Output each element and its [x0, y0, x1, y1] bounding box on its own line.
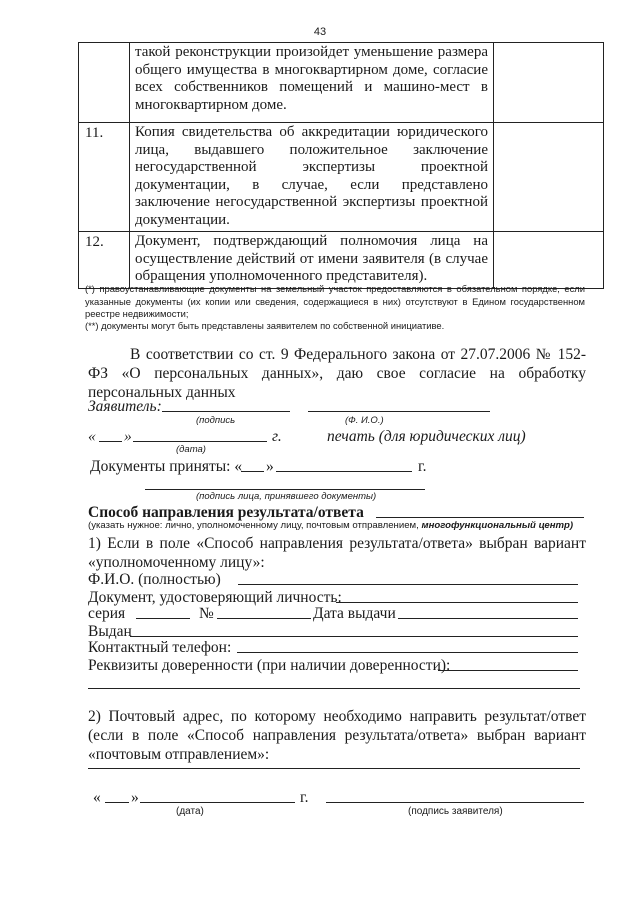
accepted-year-suffix: г. [418, 458, 427, 475]
accepted-day-line[interactable] [241, 471, 264, 472]
accepted-caption: (подпись лица, принявшего документы) [196, 491, 377, 502]
phone-label: Контактный телефон: [88, 639, 232, 656]
proxy-label: Реквизиты доверенности (при наличии доверенности): [88, 657, 451, 674]
series-label: серия [88, 605, 126, 622]
date-open-quote: « [88, 428, 96, 445]
row-blank-cell [494, 43, 604, 123]
row-number: 11. [79, 123, 130, 232]
delivery-method-line[interactable] [376, 517, 584, 518]
delivery-item-2: 2) Почтовый адрес, по которому необходимо направить результат/ответ (если в поле «Способ направления результата/ответа» выбран вариант «почтовым отправлением»: [88, 708, 586, 763]
issued-by-line[interactable] [130, 636, 578, 637]
row-blank-cell [494, 123, 604, 232]
bottom-year-suffix: г. [300, 789, 309, 806]
id-document-line[interactable] [336, 602, 578, 603]
row-number: 12. [79, 232, 130, 289]
applicant-signature-line[interactable] [162, 411, 290, 412]
delivery-title: Способ направления результата/ответа [88, 504, 364, 521]
series-line[interactable] [136, 618, 190, 619]
delivery-hint [88, 520, 573, 531]
bottom-date-caption: (дата) [176, 806, 204, 817]
stamp-text: печать (для юридических лиц) [327, 428, 526, 445]
postal-address-line[interactable] [88, 768, 580, 769]
accepted-signature-line[interactable] [145, 489, 425, 490]
row-text: Документ, подтверждающий полномочия лица на осуществление действий от имени заявителя (в случае обращения уполномоченного представителя). [130, 232, 494, 289]
bottom-signature-caption: (подпись заявителя) [408, 806, 503, 817]
year-suffix: г. [272, 428, 282, 445]
delivery-item-1: 1) Если в поле «Способ направления результата/ответа» выбран вариант «уполномоченному лицу»: [88, 535, 586, 571]
fio-caption: (Ф. И.О.) [345, 415, 384, 426]
page-number: 43 [313, 26, 327, 38]
fio-field-line[interactable] [238, 584, 578, 585]
row-blank-cell [494, 232, 604, 289]
proxy-line-2[interactable] [88, 688, 580, 689]
table-row [79, 43, 604, 123]
row-text: Копия свидетельства об аккредитации юридического лица, выдавшего положительное заключение негосударственной экспертизы проектной документации, в случае, если представлено заключение негосударственной экспертизы проектной документации. [130, 123, 494, 232]
row-number [79, 43, 130, 123]
number-label: № [199, 605, 214, 622]
issue-date-line[interactable] [398, 618, 578, 619]
bottom-month-line[interactable] [140, 802, 295, 803]
accepted-close-quote: » [266, 458, 274, 475]
bottom-date-open: « [93, 789, 101, 806]
delivery-hint-mfc: многофункциональный центр) [421, 520, 574, 531]
applicant-label: Заявитель: [88, 398, 162, 415]
documents-table [78, 42, 604, 289]
date-close-quote: » [124, 428, 132, 445]
date-caption: (дата) [176, 444, 206, 455]
day-line[interactable] [99, 441, 122, 442]
bottom-day-line[interactable] [105, 802, 129, 803]
proxy-line[interactable] [438, 670, 578, 671]
delivery-hint-text: (указать нужное: лично, уполномоченному лицу, почтовым отправлением, [88, 520, 422, 531]
id-document-label: Документ, удостоверяющий личность: [88, 589, 342, 606]
accepted-month-line[interactable] [276, 471, 412, 472]
footnote-2: (**) документы могут быть представлены заявителем по собственной инициативе. [85, 320, 445, 331]
fio-label: Ф.И.О. (полностью) [88, 571, 221, 588]
row-text: такой реконструкции произойдет уменьшение размера общего имущества в многоквартирном доме, согласие всех собственников помещений и машино-мест в многоквартирном доме. [130, 43, 494, 123]
table-row [79, 123, 604, 232]
accepted-label: Документы приняты: « [90, 458, 243, 475]
number-line[interactable] [217, 618, 311, 619]
issue-date-label: Дата выдачи [313, 605, 396, 622]
signature-caption: (подпись [196, 415, 236, 426]
issued-by-label: Выдан [88, 623, 132, 640]
applicant-fio-line[interactable] [308, 411, 490, 412]
footnote-1: (*) правоустанавливающие документы на земельный участок предоставляются в обязательном порядке, если указанные документы (их копии или сведения, содержащиеся в них) отсутствуют в Едином государственном реестре недвижимости; [85, 283, 585, 319]
table-row [79, 232, 604, 289]
bottom-signature-line[interactable] [326, 802, 584, 803]
bottom-date-close: » [131, 789, 139, 806]
phone-line[interactable] [237, 652, 578, 653]
month-line[interactable] [133, 441, 267, 442]
consent-text: В соответствии со ст. 9 Федерального закона от 27.07.2006 № 152-ФЗ «О персональных данных», даю свое согласие на обработку персональных данных [88, 346, 586, 401]
